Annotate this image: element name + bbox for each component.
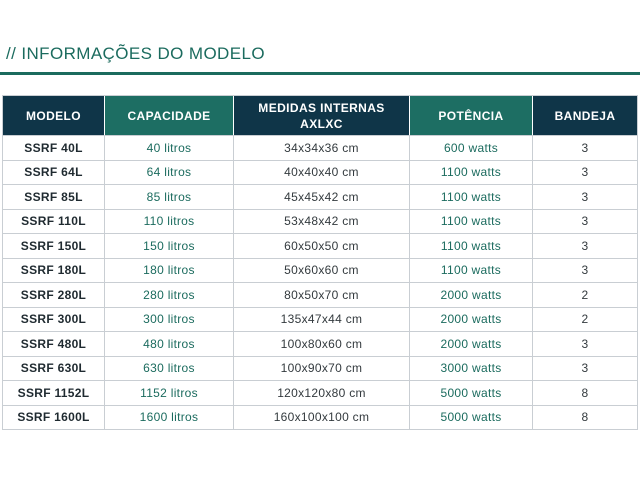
cell-capacidade: 40 litros [105,135,234,160]
cell-potencia: 2000 watts [410,282,533,307]
cell-medidas: 50x60x60 cm [234,258,410,283]
cell-potencia: 1100 watts [410,209,533,234]
section-title: // INFORMAÇÕES DO MODELO [6,44,265,63]
cell-bandeja: 3 [533,356,637,381]
cell-modelo: SSRF 1600L [3,405,105,430]
cell-bandeja: 8 [533,380,637,405]
cell-modelo: SSRF 280L [3,282,105,307]
cell-modelo: SSRF 630L [3,356,105,381]
table-row [3,356,637,381]
cell-capacidade: 85 litros [105,184,234,209]
table-header-row [3,96,637,135]
cell-potencia: 1100 watts [410,233,533,258]
cell-medidas: 45x45x42 cm [234,184,410,209]
header-medidas-line2: AXLXC [300,116,343,131]
cell-modelo: SSRF 110L [3,209,105,234]
table-row [3,307,637,332]
table-row [3,331,637,356]
table-row [3,209,637,234]
cell-modelo: SSRF 180L [3,258,105,283]
header-bandeja: BANDEJA [533,96,637,135]
cell-capacidade: 280 litros [105,282,234,307]
cell-potencia: 2000 watts [410,331,533,356]
table-row [3,405,637,430]
cell-bandeja: 3 [533,160,637,185]
cell-potencia: 2000 watts [410,307,533,332]
cell-capacidade: 630 litros [105,356,234,381]
cell-capacidade: 1600 litros [105,405,234,430]
cell-bandeja: 3 [533,258,637,283]
header-medidas-line1: MEDIDAS INTERNAS [258,100,385,115]
title-divider [0,72,640,75]
cell-medidas: 40x40x40 cm [234,160,410,185]
cell-modelo: SSRF 300L [3,307,105,332]
cell-medidas: 53x48x42 cm [234,209,410,234]
cell-capacidade: 64 litros [105,160,234,185]
cell-bandeja: 3 [533,209,637,234]
cell-bandeja: 8 [533,405,637,430]
cell-bandeja: 3 [533,331,637,356]
table-row [3,282,637,307]
cell-modelo: SSRF 150L [3,233,105,258]
cell-bandeja: 3 [533,184,637,209]
header-capacidade: CAPACIDADE [105,96,234,135]
cell-modelo: SSRF 64L [3,160,105,185]
cell-potencia: 3000 watts [410,356,533,381]
cell-potencia: 5000 watts [410,405,533,430]
cell-bandeja: 3 [533,233,637,258]
table-row [3,258,637,283]
cell-potencia: 1100 watts [410,160,533,185]
table-row [3,135,637,160]
cell-modelo: SSRF 40L [3,135,105,160]
table-row [3,160,637,185]
cell-medidas: 34x34x36 cm [234,135,410,160]
cell-potencia: 600 watts [410,135,533,160]
cell-bandeja: 2 [533,307,637,332]
cell-modelo: SSRF 480L [3,331,105,356]
cell-capacidade: 150 litros [105,233,234,258]
cell-medidas: 120x120x80 cm [234,380,410,405]
table-row [3,233,637,258]
cell-modelo: SSRF 85L [3,184,105,209]
cell-medidas: 60x50x50 cm [234,233,410,258]
cell-capacidade: 180 litros [105,258,234,283]
cell-capacidade: 300 litros [105,307,234,332]
cell-capacidade: 480 litros [105,331,234,356]
cell-bandeja: 2 [533,282,637,307]
cell-capacidade: 1152 litros [105,380,234,405]
cell-medidas: 100x80x60 cm [234,331,410,356]
cell-bandeja: 3 [533,135,637,160]
cell-medidas: 160x100x100 cm [234,405,410,430]
model-specs-table [2,95,638,430]
cell-capacidade: 110 litros [105,209,234,234]
header-modelo: MODELO [3,96,105,135]
cell-medidas: 100x90x70 cm [234,356,410,381]
cell-potencia: 1100 watts [410,258,533,283]
cell-medidas: 80x50x70 cm [234,282,410,307]
header-medidas-internas [234,96,410,135]
cell-potencia: 5000 watts [410,380,533,405]
table-row [3,380,637,405]
header-potencia: POTÊNCIA [410,96,533,135]
cell-medidas: 135x47x44 cm [234,307,410,332]
table-row [3,184,637,209]
cell-modelo: SSRF 1152L [3,380,105,405]
cell-potencia: 1100 watts [410,184,533,209]
